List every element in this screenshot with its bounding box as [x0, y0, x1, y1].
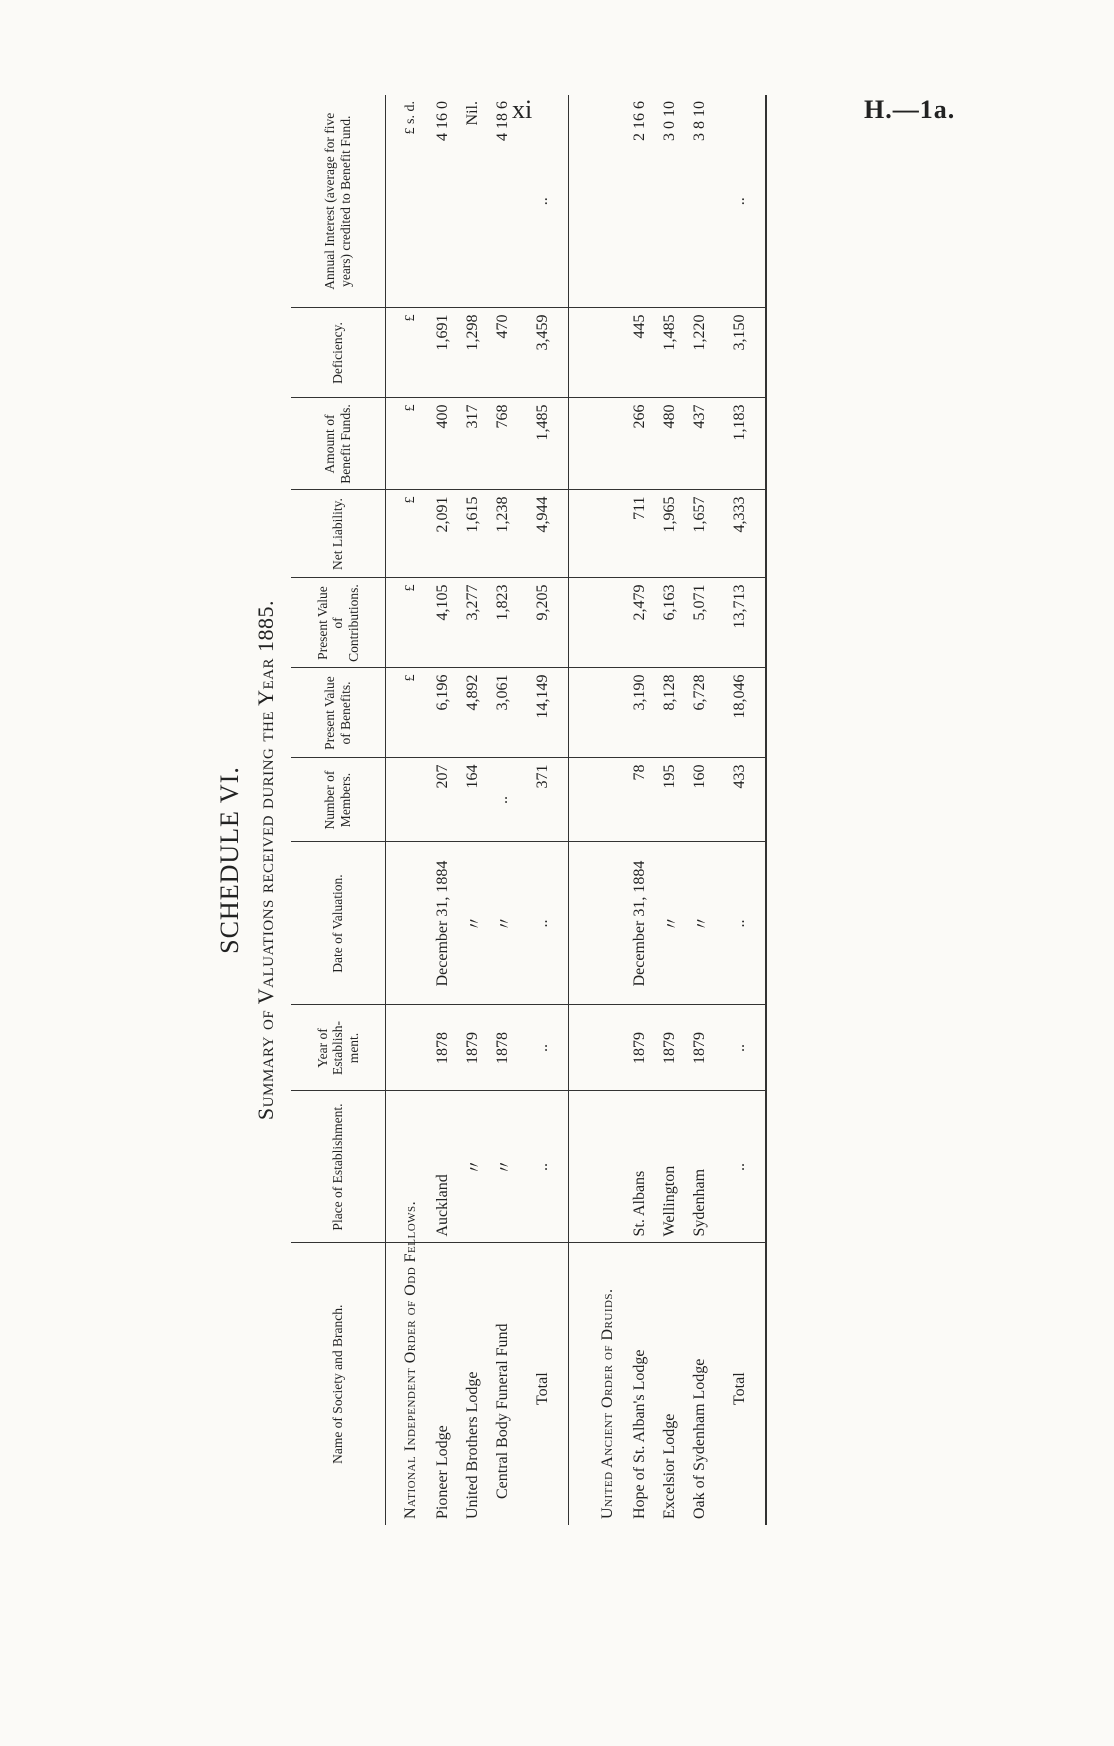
total-label: Total: [518, 1243, 569, 1525]
row-date: 〃: [685, 842, 715, 1005]
schedule-subtitle: Summary of Valuations received during the Year 1885.: [253, 599, 278, 1121]
col-header-year: Year of Establish-ment.: [291, 1005, 386, 1091]
total-deficiency: 3,150: [715, 308, 766, 398]
total-net-liability: 4,944: [518, 490, 569, 578]
total-label: Total: [715, 1243, 766, 1525]
col-header-pv-benefits: Present Value of Benefits.: [291, 668, 386, 758]
col-header-net-liability: Net Liability.: [291, 490, 386, 578]
row-year: 1878: [428, 1005, 458, 1091]
total-year: ..: [518, 1005, 569, 1091]
total-pv-benefits: 14,149: [518, 668, 569, 758]
row-members: 78: [625, 758, 655, 842]
total-interest: ..: [518, 95, 569, 308]
row-place: Sydenham: [685, 1091, 715, 1243]
society-name: United Ancient Order of Druids.: [599, 1288, 616, 1519]
document-reference: H.—1a.: [864, 95, 956, 124]
row-year: 1879: [458, 1005, 488, 1091]
row-interest: Nil.: [458, 95, 488, 308]
row-interest: 4 16 0: [428, 95, 458, 308]
row-deficiency: 1,220: [685, 308, 715, 398]
total-place: ..: [715, 1091, 766, 1243]
total-deficiency: 3,459: [518, 308, 569, 398]
row-deficiency: 1,691: [428, 308, 458, 398]
col-header-pv-contributions: Present Value of Contributions.: [291, 578, 386, 668]
total-interest: ..: [715, 95, 766, 308]
col-header-interest: Annual Interest (average for five years) credited to Benefit Fund.: [291, 95, 386, 308]
row-pv-contributions: 3,277: [458, 578, 488, 668]
col-header-deficiency: Deficiency.: [291, 308, 386, 398]
row-deficiency: 1,485: [655, 308, 685, 398]
row-place: 〃: [458, 1091, 488, 1243]
row-members: 207: [428, 758, 458, 842]
row-members: 164: [458, 758, 488, 842]
row-interest: 4 18 6: [488, 95, 518, 308]
table-row: [488, 95, 518, 1525]
row-benefit-funds: 400: [428, 398, 458, 490]
row-year: 1879: [655, 1005, 685, 1091]
table-row: [428, 95, 458, 1525]
row-name: Excelsior Lodge: [661, 1413, 678, 1519]
row-pv-benefits: 6,196: [428, 668, 458, 758]
row-date: December 31, 1884: [428, 842, 458, 1005]
table-row: [625, 95, 655, 1525]
total-date: ..: [715, 842, 766, 1005]
row-pv-contributions: 5,071: [685, 578, 715, 668]
page-number: xi: [512, 95, 533, 124]
row-pv-benefits: 3,061: [488, 668, 518, 758]
total-date: ..: [518, 842, 569, 1005]
total-pv-contributions: 13,713: [715, 578, 766, 668]
row-deficiency: 445: [625, 308, 655, 398]
row-interest: 3 8 10: [685, 95, 715, 308]
total-members: 433: [715, 758, 766, 842]
row-deficiency: 470: [488, 308, 518, 398]
row-name: United Brothers Lodge: [464, 1371, 481, 1519]
row-net-liability: 1,657: [685, 490, 715, 578]
total-members: 371: [518, 758, 569, 842]
total-net-liability: 4,333: [715, 490, 766, 578]
total-row: [518, 95, 569, 1525]
row-interest: 2 16 6: [625, 95, 655, 308]
row-net-liability: 1,965: [655, 490, 685, 578]
row-benefit-funds: 437: [685, 398, 715, 490]
total-pv-contributions: 9,205: [518, 578, 569, 668]
society-name: National Independent Order of Odd Fellows.: [402, 1200, 419, 1519]
row-pv-benefits: 6,728: [685, 668, 715, 758]
col-header-date: Date of Valuation.: [291, 842, 386, 1005]
table-row: [458, 95, 488, 1525]
row-pv-benefits: 3,190: [625, 668, 655, 758]
row-name: Oak of Sydenham Lodge: [691, 1358, 708, 1519]
row-place: 〃: [488, 1091, 518, 1243]
total-place: ..: [518, 1091, 569, 1243]
society-heading-row: [386, 95, 429, 1525]
row-benefit-funds: 480: [655, 398, 685, 490]
row-benefit-funds: 317: [458, 398, 488, 490]
col-header-place: Place of Establishment.: [291, 1091, 386, 1243]
unit-label: £: [386, 308, 429, 398]
table-row: [655, 95, 685, 1525]
unit-label: £: [386, 668, 429, 758]
row-date: December 31, 1884: [625, 842, 655, 1005]
row-net-liability: 2,091: [428, 490, 458, 578]
table-header-row: [291, 95, 386, 1525]
unit-label: £: [386, 578, 429, 668]
row-date: 〃: [488, 842, 518, 1005]
row-name: Pioneer Lodge: [434, 1425, 451, 1519]
row-place: St. Albans: [625, 1091, 655, 1243]
row-pv-contributions: 2,479: [625, 578, 655, 668]
row-year: 1879: [625, 1005, 655, 1091]
total-benefit-funds: 1,183: [715, 398, 766, 490]
unit-label: £: [386, 490, 429, 578]
row-net-liability: 1,238: [488, 490, 518, 578]
row-members: ..: [488, 758, 518, 842]
row-pv-contributions: 6,163: [655, 578, 685, 668]
row-members: 195: [655, 758, 685, 842]
total-year: ..: [715, 1005, 766, 1091]
valuations-table: [291, 95, 767, 1525]
col-header-members: Number of Members.: [291, 758, 386, 842]
row-interest: 3 0 10: [655, 95, 685, 308]
row-date: 〃: [458, 842, 488, 1005]
row-pv-benefits: 4,892: [458, 668, 488, 758]
row-benefit-funds: 266: [625, 398, 655, 490]
row-pv-benefits: 8,128: [655, 668, 685, 758]
schedule-title: SCHEDULE VI.: [215, 766, 244, 954]
unit-label: £: [386, 398, 429, 490]
row-pv-contributions: 1,823: [488, 578, 518, 668]
unit-label: £ s. d.: [386, 95, 429, 308]
row-members: 160: [685, 758, 715, 842]
row-pv-contributions: 4,105: [428, 578, 458, 668]
row-benefit-funds: 768: [488, 398, 518, 490]
row-date: 〃: [655, 842, 685, 1005]
row-name: Hope of St. Alban's Lodge: [631, 1349, 648, 1519]
row-name: Central Body Funeral Fund: [494, 1323, 511, 1499]
total-row: [715, 95, 766, 1525]
row-year: 1878: [488, 1005, 518, 1091]
total-pv-benefits: 18,046: [715, 668, 766, 758]
row-net-liability: 711: [625, 490, 655, 578]
total-benefit-funds: 1,485: [518, 398, 569, 490]
col-header-benefit-funds: Amount of Benefit Funds.: [291, 398, 386, 490]
society-heading-row: [569, 95, 626, 1525]
row-place: Auckland: [428, 1091, 458, 1243]
row-net-liability: 1,615: [458, 490, 488, 578]
table-row: [685, 95, 715, 1525]
row-deficiency: 1,298: [458, 308, 488, 398]
row-place: Wellington: [655, 1091, 685, 1243]
row-year: 1879: [685, 1005, 715, 1091]
col-header-name: Name of Society and Branch.: [291, 1243, 386, 1525]
